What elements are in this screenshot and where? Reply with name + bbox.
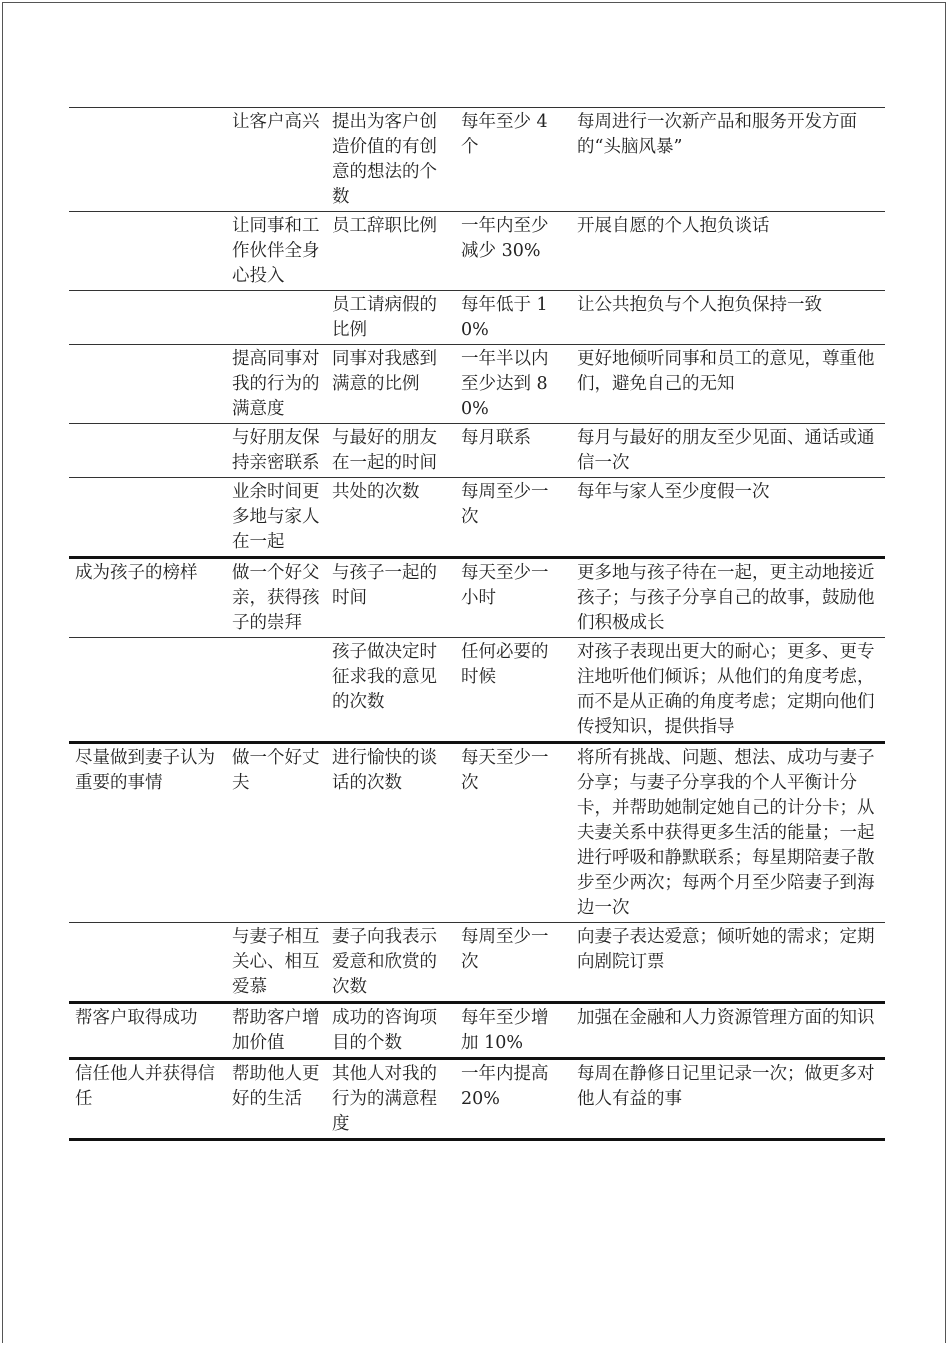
table-row <box>69 923 885 1003</box>
table-cell-goal <box>69 638 226 743</box>
table-cell-action: 加强在金融和人力资源管理方面的知识 <box>571 1003 885 1059</box>
table-cell-measure: 其他人对我的行为的满意程度 <box>326 1059 455 1140</box>
table-cell-goal <box>69 923 226 1003</box>
scorecard-table <box>69 107 885 1141</box>
table-cell-action: 每年与家人至少度假一次 <box>571 478 885 558</box>
table-row <box>69 108 885 212</box>
table-row <box>69 345 885 424</box>
table-cell-goal <box>69 212 226 291</box>
table-cell-action: 让公共抱负与个人抱负保持一致 <box>571 291 885 345</box>
table-cell-goal <box>69 424 226 478</box>
table-cell-target: 每年至少 4 个 <box>455 108 571 212</box>
table-cell-target: 每天至少一次 <box>455 743 571 923</box>
table-cell-goal <box>69 291 226 345</box>
table-cell-goal: 尽量做到妻子认为重要的事情 <box>69 743 226 923</box>
table-cell-objective: 与妻子相互关心、相互爱慕 <box>226 923 326 1003</box>
table-row <box>69 291 885 345</box>
table-row <box>69 424 885 478</box>
table-cell-objective: 与好朋友保持亲密联系 <box>226 424 326 478</box>
table-cell-target: 一年半以内至少达到 80% <box>455 345 571 424</box>
table-row <box>69 558 885 638</box>
table-row <box>69 1003 885 1059</box>
table-cell-goal <box>69 478 226 558</box>
table-cell-measure: 员工请病假的比例 <box>326 291 455 345</box>
table-cell-target: 每年至少增加 10% <box>455 1003 571 1059</box>
table-cell-measure: 与孩子一起的时间 <box>326 558 455 638</box>
table-cell-action: 将所有挑战、问题、想法、成功与妻子分享；与妻子分享我的个人平衡计分卡，并帮助她制定她自己的计分卡；从夫妻关系中获得更多生活的能量；一起进行呼吸和静默联系；每星期陪妻子散步至少两次；每两个月至少陪妻子到海边一次 <box>571 743 885 923</box>
table-cell-action: 每周进行一次新产品和服务开发方面的“头脑风暴” <box>571 108 885 212</box>
table-cell-target: 每月联系 <box>455 424 571 478</box>
table-cell-target: 一年内至少减少 30% <box>455 212 571 291</box>
table-cell-goal: 信任他人并获得信任 <box>69 1059 226 1140</box>
table-cell-objective: 业余时间更多地与家人在一起 <box>226 478 326 558</box>
table-cell-measure: 员工辞职比例 <box>326 212 455 291</box>
table-cell-action: 向妻子表达爱意；倾听她的需求；定期向剧院订票 <box>571 923 885 1003</box>
table-cell-measure: 妻子向我表示爱意和欣赏的次数 <box>326 923 455 1003</box>
table-cell-target: 每天至少一小时 <box>455 558 571 638</box>
table-cell-objective: 帮助客户增加价值 <box>226 1003 326 1059</box>
table-cell-objective: 做一个好父亲，获得孩子的崇拜 <box>226 558 326 638</box>
table-cell-measure: 共处的次数 <box>326 478 455 558</box>
table-row <box>69 478 885 558</box>
table-cell-measure: 孩子做决定时征求我的意见的次数 <box>326 638 455 743</box>
table-row <box>69 638 885 743</box>
table-cell-measure: 进行愉快的谈话的次数 <box>326 743 455 923</box>
table-cell-objective: 让同事和工作伙伴全身心投入 <box>226 212 326 291</box>
table-cell-target: 每年低于 10% <box>455 291 571 345</box>
table-cell-objective: 提高同事对我的行为的满意度 <box>226 345 326 424</box>
table-cell-target: 每周至少一次 <box>455 478 571 558</box>
table-cell-action: 开展自愿的个人抱负谈话 <box>571 212 885 291</box>
table-cell-target: 每周至少一次 <box>455 923 571 1003</box>
table-cell-goal: 成为孩子的榜样 <box>69 558 226 638</box>
table-cell-measure: 与最好的朋友在一起的时间 <box>326 424 455 478</box>
table-row <box>69 743 885 923</box>
table-cell-goal: 帮客户取得成功 <box>69 1003 226 1059</box>
table-cell-objective <box>226 638 326 743</box>
table-cell-measure: 成功的咨询项目的个数 <box>326 1003 455 1059</box>
table-cell-objective <box>226 291 326 345</box>
table-cell-action: 对孩子表现出更大的耐心；更多、更专注地听他们倾诉；从他们的角度考虑，而不是从正确的角度考虑；定期向他们传授知识，提供指导 <box>571 638 885 743</box>
table-cell-action: 更好地倾听同事和员工的意见，尊重他们，避免自己的无知 <box>571 345 885 424</box>
table-cell-action: 更多地与孩子待在一起，更主动地接近孩子；与孩子分享自己的故事，鼓励他们积极成长 <box>571 558 885 638</box>
table-cell-target: 任何必要的时候 <box>455 638 571 743</box>
table-cell-measure: 同事对我感到满意的比例 <box>326 345 455 424</box>
table-cell-measure: 提出为客户创造价值的有创意的想法的个数 <box>326 108 455 212</box>
table-cell-target: 一年内提高 20% <box>455 1059 571 1140</box>
table-row <box>69 212 885 291</box>
table-cell-action: 每月与最好的朋友至少见面、通话或通信一次 <box>571 424 885 478</box>
table-cell-objective: 帮助他人更好的生活 <box>226 1059 326 1140</box>
table-cell-goal <box>69 345 226 424</box>
table-cell-goal <box>69 108 226 212</box>
table-row <box>69 1059 885 1140</box>
table-cell-objective: 做一个好丈夫 <box>226 743 326 923</box>
table-cell-objective: 让客户高兴 <box>226 108 326 212</box>
table-cell-action: 每周在静修日记里记录一次；做更多对他人有益的事 <box>571 1059 885 1140</box>
